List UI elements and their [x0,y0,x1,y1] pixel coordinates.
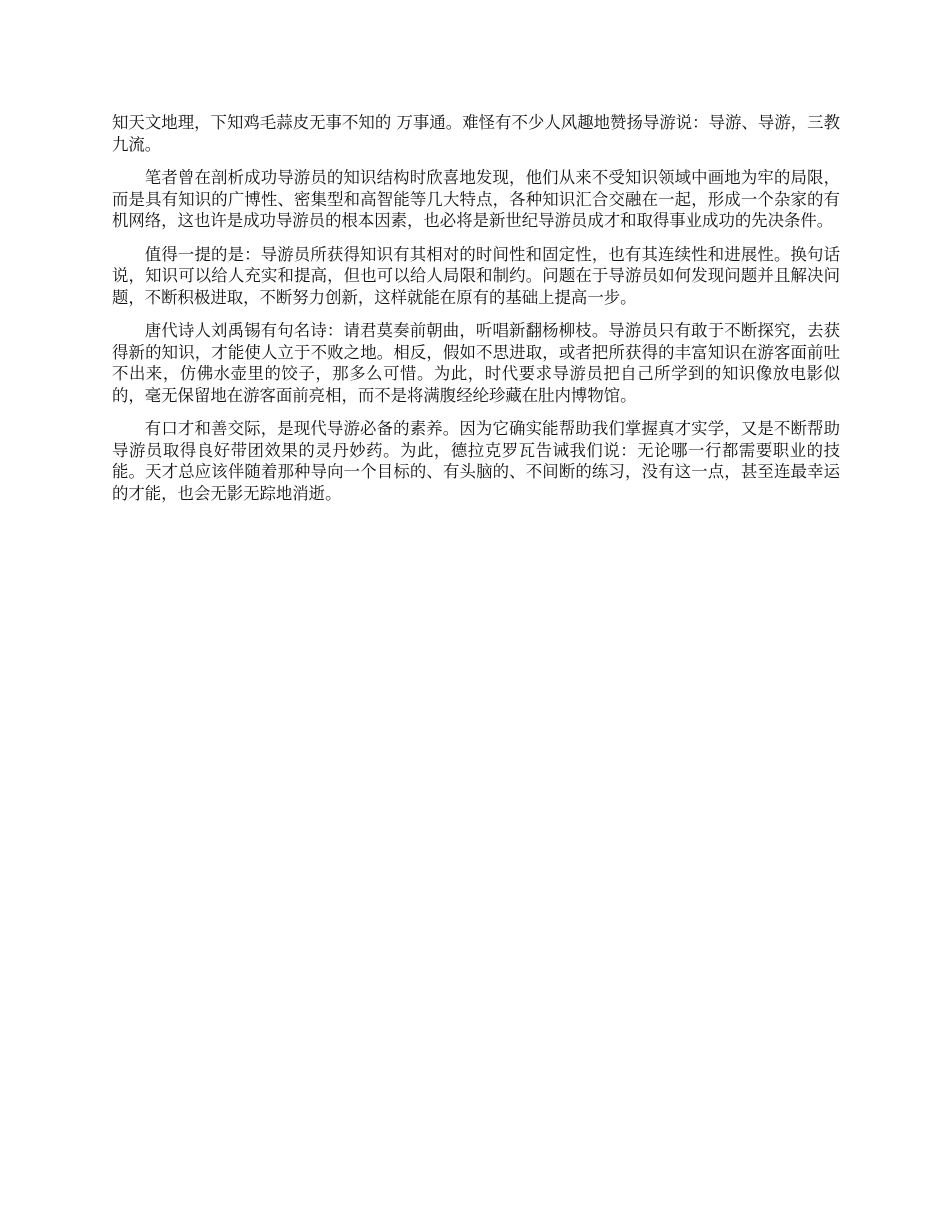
paragraph-4: 唐代诗人刘禹锡有句名诗：请君莫奏前朝曲，听唱新翻杨柳枝。导游员只有敢于不断探究，去获得新的知识，才能使人立于不败之地。相反，假如不思进取，或者把所获得的丰富知识在游客面前吐不出来，仿佛水壶里的饺子，那多么可惜。为此，时代要求导游员把自己所学到的知识像放电影似的，毫无保留地在游客面前亮相，而不是将满腹经纶珍藏在肚内博物馆。 [112,321,840,405]
paragraph-5: 有口才和善交际，是现代导游必备的素养。因为它确实能帮助我们掌握真才实学，又是不断帮助导游员取得良好带团效果的灵丹妙药。为此，德拉克罗瓦告诫我们说：无论哪一行都需要职业的技能。天才总应该伴随着那种导向一个目标的、有头脑的、不间断的练习，没有这一点，甚至连最幸运的才能，也会无影无踪地消逝。 [112,419,840,503]
paragraph-1: 知天文地理，下知鸡毛蒜皮无事不知的 万事通。难怪有不少人风趣地赞扬导游说：导游、导游，三教九流。 [112,113,840,154]
paragraph-3: 值得一提的是：导游员所获得知识有其相对的时间性和固定性，也有其连续性和进展性。换句话说，知识可以给人充实和提高，但也可以给人局限和制约。问题在于导游员如何发现问题并且解决问题，不断积极进取，不断努力创新，这样就能在原有的基础上提高一步。 [112,244,840,307]
paragraph-2: 笔者曾在剖析成功导游员的知识结构时欣喜地发现，他们从来不受知识领域中画地为牢的局限，而是具有知识的广博性、密集型和高智能等几大特点，各种知识汇合交融在一起，形成一个杂家的有机网络，这也许是成功导游员的根本因素，也必将是新世纪导游员成才和取得事业成功的先决条件。 [112,168,840,230]
document-body [112,112,840,516]
